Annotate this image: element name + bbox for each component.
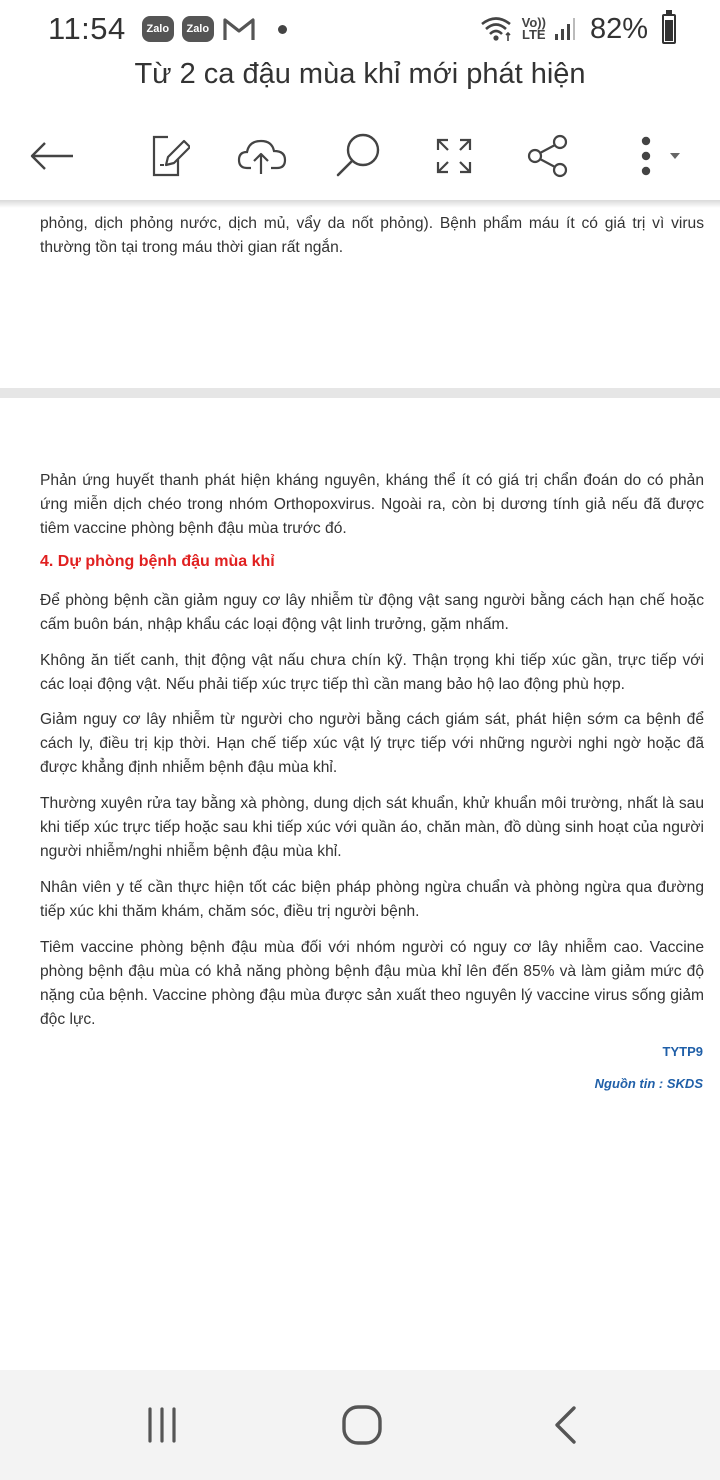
share-icon bbox=[526, 134, 570, 178]
volte-indicator bbox=[522, 17, 546, 41]
more-notifications-dot-icon bbox=[278, 25, 287, 34]
paragraph-vaccine: Tiêm vaccine phòng bệnh đậu mùa đối với nhóm người có nguy cơ lây nhiễm cao. Vaccine phòng bệnh đậu mùa có khả năng phòng bệnh đậu mùa khỉ lên đến 85% và làm giảm mức độ nặng của bệnh. Vaccine phòng đậu mùa được sản xuất theo nguyên lý vaccine virus sống giảm độc lực. bbox=[40, 939, 704, 1028]
status-time: 11:54 bbox=[48, 11, 126, 46]
edit-document-icon bbox=[146, 133, 190, 179]
paragraph-food-safety: Không ăn tiết canh, thịt động vật nấu chưa chín kỹ. Thận trọng khi tiếp xúc gần, trực tiếp với các loại động vật. Nếu phải tiếp xúc trực tiếp thì cần mang bảo hộ lao động phù hợp. bbox=[40, 652, 704, 693]
zalo-icon: Zalo bbox=[142, 16, 174, 42]
recent-apps-button[interactable] bbox=[127, 1390, 197, 1460]
upload-cloud-button[interactable] bbox=[234, 128, 290, 184]
status-bar bbox=[0, 0, 720, 58]
fullscreen-icon bbox=[434, 136, 474, 176]
status-right bbox=[480, 13, 676, 46]
paragraph-isolation: Giảm nguy cơ lây nhiễm từ người cho người bằng cách giám sát, phát hiện sớm ca bệnh để cách ly, điều trị kịp thời. Hạn chế tiếp xúc vật lý trực tiếp với những người nghi ngờ hoặc đã được khẳng định nhiễm bệnh đậu mùa khỉ. bbox=[40, 711, 704, 776]
fullscreen-button[interactable] bbox=[426, 128, 482, 184]
battery-percent: 82% bbox=[589, 12, 648, 45]
paragraph-serology: Phản ứng huyết thanh phát hiện kháng nguyên, kháng thể ít có giá trị chẩn đoán do có phản ứng miễn dịch chéo trong nhóm Orthopoxvirus. Ngoài ra, còn bị dương tính giả nếu đã được tiêm vaccine phòng bệnh đậu mùa trước đó. bbox=[40, 472, 704, 537]
toolbar-shadow bbox=[0, 200, 720, 208]
search-button[interactable] bbox=[330, 128, 386, 184]
back-arrow-icon bbox=[29, 141, 75, 171]
more-options-button[interactable] bbox=[624, 128, 694, 184]
battery-icon bbox=[662, 14, 676, 44]
navigation-bar bbox=[0, 1370, 720, 1480]
document-page bbox=[0, 398, 720, 1370]
back-button[interactable] bbox=[24, 128, 80, 184]
author-credit: TYTP9 bbox=[662, 1044, 703, 1059]
home-button[interactable] bbox=[327, 1390, 397, 1460]
notification-icons bbox=[142, 16, 287, 42]
section-heading: 4. Dự phòng bệnh đậu mùa khỉ bbox=[40, 553, 275, 570]
signal-icon bbox=[554, 16, 576, 42]
document-title: Từ 2 ca đậu mùa khỉ mới phát hiện bbox=[134, 58, 586, 90]
toolbar bbox=[0, 118, 720, 196]
volte-label: Vo)) bbox=[521, 15, 546, 30]
paragraph-prevention-animals: Để phòng bệnh cần giảm nguy cơ lây nhiễm từ động vật sang người bằng cách hạn chế hoặc cấm buôn bán, nhập khẩu các loại động vật linh trưởng, gặm nhấm. bbox=[40, 592, 704, 633]
edit-button[interactable] bbox=[140, 128, 196, 184]
lte-label: LTE bbox=[522, 27, 546, 42]
search-icon bbox=[333, 131, 383, 181]
wifi-icon bbox=[480, 15, 514, 43]
recent-apps-icon bbox=[142, 1407, 182, 1443]
home-icon bbox=[341, 1404, 383, 1446]
source-credit: Nguồn tin : SKDS bbox=[594, 1076, 703, 1091]
zalo-icon: Zalo bbox=[182, 16, 214, 42]
paragraph-medical-staff: Nhân viên y tế cần thực hiện tốt các biện pháp phòng ngừa chuẩn và phòng ngừa qua đường tiếp xúc khi thăm khám, chăm sóc, điều trị người bệnh. bbox=[40, 879, 704, 920]
paragraph-fragment: phỏng, dịch phỏng nước, dịch mủ, vẩy da nốt phỏng). Bệnh phẩm máu ít có giá trị vì virus thường tồn tại trong máu thời gian rất ngắn. bbox=[40, 215, 704, 256]
paragraph-hygiene: Thường xuyên rửa tay bằng xà phòng, dung dịch sát khuẩn, khử khuẩn môi trường, nhất là sau khi tiếp xúc trực tiếp hoặc sau khi tiếp xúc với quần áo, chăn màn, đồ dùng sinh hoạt của người người nhiễm/nghi nhiễm bệnh đậu mùa khỉ. bbox=[40, 795, 704, 860]
chevron-left-icon bbox=[550, 1405, 580, 1445]
share-button[interactable] bbox=[520, 128, 576, 184]
page-separator bbox=[0, 388, 720, 398]
cloud-upload-icon bbox=[237, 136, 287, 176]
back-nav-button[interactable] bbox=[530, 1390, 600, 1460]
more-vertical-icon bbox=[624, 134, 694, 178]
gmail-icon bbox=[222, 16, 256, 42]
document-page-previous bbox=[0, 208, 720, 388]
